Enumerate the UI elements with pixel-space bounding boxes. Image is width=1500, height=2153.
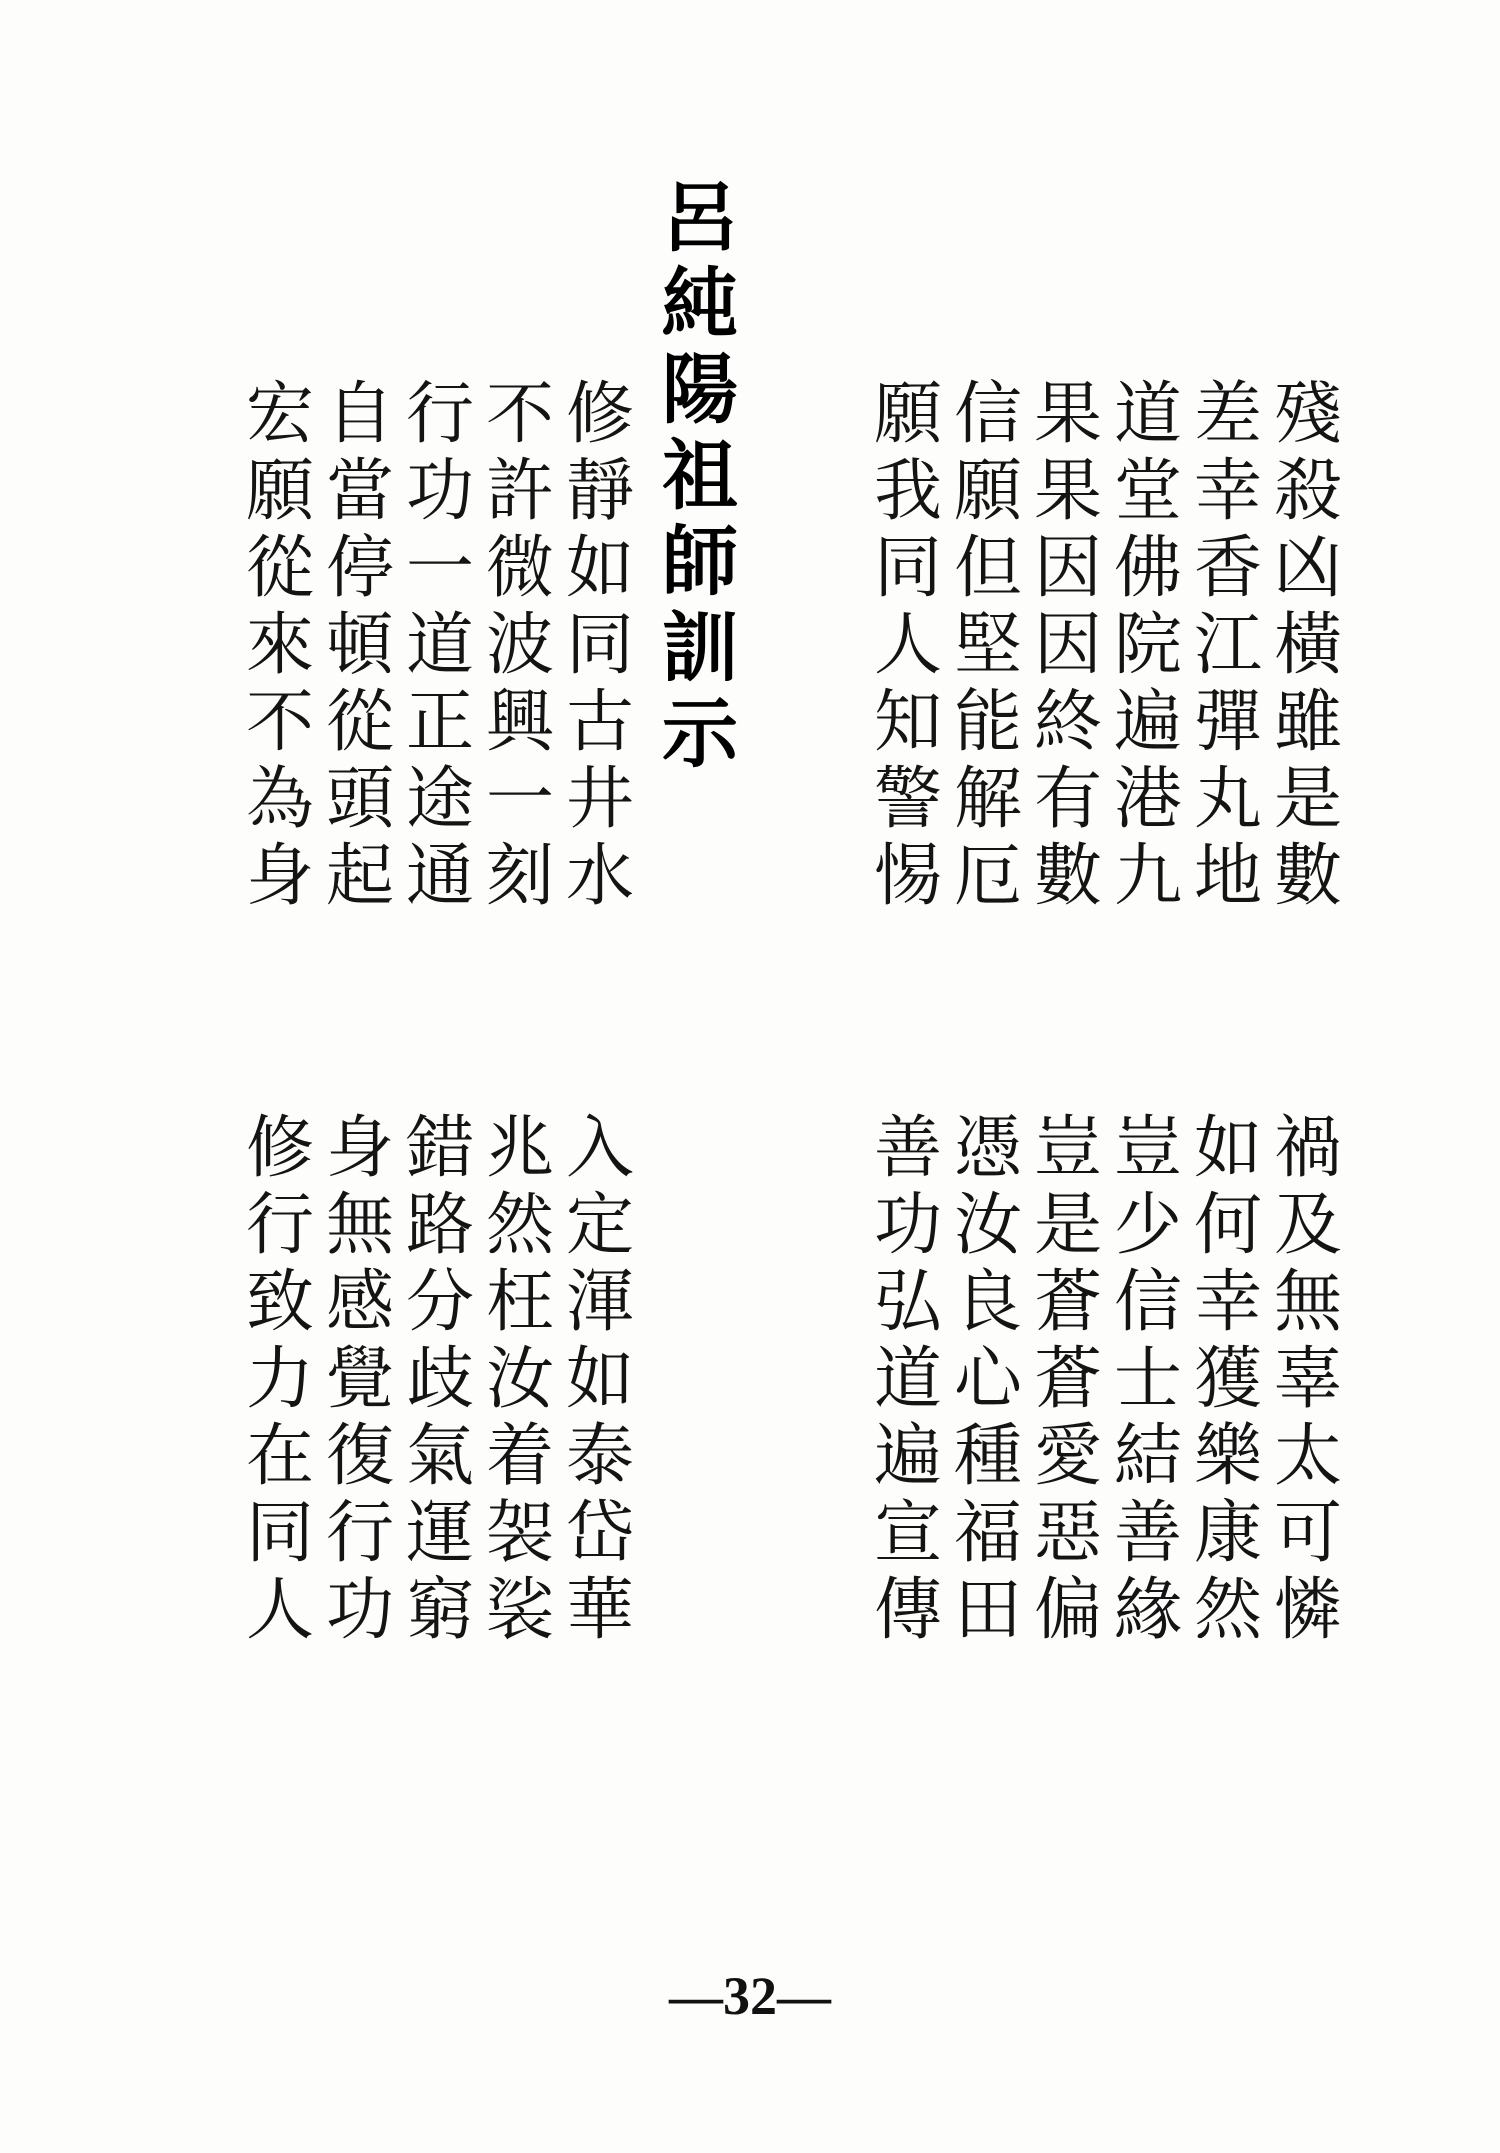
poem-char: 功 bbox=[325, 1571, 394, 1650]
section3-column-2 bbox=[1188, 1110, 1268, 1649]
title-char: 呂 bbox=[662, 173, 738, 262]
poem-char: 泰 bbox=[565, 1417, 634, 1496]
poem-char: 通 bbox=[405, 837, 474, 916]
poem-char: 修 bbox=[245, 1109, 314, 1188]
poem-char: 來 bbox=[245, 606, 314, 685]
poem-char: 橫 bbox=[1273, 606, 1342, 685]
poem-char: 有 bbox=[1033, 760, 1102, 839]
poem-char: 丸 bbox=[1193, 760, 1262, 839]
poem-char: 覺 bbox=[325, 1340, 394, 1419]
poem-char: 禍 bbox=[1273, 1109, 1342, 1188]
poem-char: 辜 bbox=[1273, 1340, 1342, 1419]
poem-char: 知 bbox=[873, 683, 942, 762]
poem-char: 數 bbox=[1033, 837, 1102, 916]
section3-column-5 bbox=[948, 1110, 1028, 1649]
poem-char: 終 bbox=[1033, 683, 1102, 762]
poem-char: 入 bbox=[565, 1109, 634, 1188]
poem-char: 水 bbox=[565, 837, 634, 916]
poem-char: 果 bbox=[1033, 452, 1102, 531]
section3-column-3 bbox=[1108, 1110, 1188, 1649]
poem-char: 何 bbox=[1193, 1186, 1262, 1265]
poem-char: 枉 bbox=[485, 1263, 554, 1342]
poem-char: 樂 bbox=[1193, 1417, 1262, 1496]
poem-char: 蒼 bbox=[1033, 1263, 1102, 1342]
poem-char: 院 bbox=[1113, 606, 1182, 685]
title-char: 訓 bbox=[662, 603, 738, 692]
poem-char: 從 bbox=[325, 683, 394, 762]
poem-char: 田 bbox=[953, 1571, 1022, 1650]
poem-char: 功 bbox=[873, 1186, 942, 1265]
poem-char: 佛 bbox=[1113, 529, 1182, 608]
poem-char: 康 bbox=[1193, 1494, 1262, 1573]
poem-char: 窮 bbox=[405, 1571, 474, 1650]
poem-char: 復 bbox=[325, 1417, 394, 1496]
poem-char: 但 bbox=[953, 529, 1022, 608]
poem-char: 岱 bbox=[565, 1494, 634, 1573]
poem-char: 致 bbox=[245, 1263, 314, 1342]
poem-char: 信 bbox=[953, 375, 1022, 454]
poem-char: 江 bbox=[1193, 606, 1262, 685]
section4-column-5 bbox=[240, 1110, 320, 1649]
poem-char: 井 bbox=[565, 760, 634, 839]
poem-char: 港 bbox=[1113, 760, 1182, 839]
poem-char: 正 bbox=[405, 683, 474, 762]
poem-char: 遍 bbox=[1113, 683, 1182, 762]
poem-char: 堅 bbox=[953, 606, 1022, 685]
section2-column-2 bbox=[480, 376, 560, 915]
poem-char: 傳 bbox=[873, 1571, 942, 1650]
poem-char: 然 bbox=[485, 1186, 554, 1265]
poem-char: 刻 bbox=[485, 837, 554, 916]
poem-char: 不 bbox=[485, 375, 554, 454]
section2-column-1 bbox=[560, 376, 640, 915]
poem-char: 及 bbox=[1273, 1186, 1342, 1265]
title-char: 陽 bbox=[662, 345, 738, 434]
poem-char: 心 bbox=[953, 1340, 1022, 1419]
poem-char: 如 bbox=[565, 529, 634, 608]
poem-char: 氣 bbox=[405, 1417, 474, 1496]
poem-char: 古 bbox=[565, 683, 634, 762]
poem-char: 修 bbox=[565, 375, 634, 454]
poem-char: 弘 bbox=[873, 1263, 942, 1342]
poem-char: 解 bbox=[953, 760, 1022, 839]
poem-char: 種 bbox=[953, 1417, 1022, 1496]
poem-char: 興 bbox=[485, 683, 554, 762]
poem-char: 我 bbox=[873, 452, 942, 531]
poem-char: 太 bbox=[1273, 1417, 1342, 1496]
section2-column-5 bbox=[240, 376, 320, 915]
poem-char: 道 bbox=[873, 1340, 942, 1419]
poem-char: 華 bbox=[565, 1571, 634, 1650]
poem-char: 人 bbox=[245, 1571, 314, 1650]
title-char: 示 bbox=[662, 689, 738, 778]
title-char: 師 bbox=[662, 517, 738, 606]
poem-char: 同 bbox=[873, 529, 942, 608]
poem-char: 定 bbox=[565, 1186, 634, 1265]
poem-char: 停 bbox=[325, 529, 394, 608]
poem-char: 彈 bbox=[1193, 683, 1262, 762]
poem-char: 因 bbox=[1033, 606, 1102, 685]
poem-char: 幸 bbox=[1193, 452, 1262, 531]
poem-char: 路 bbox=[405, 1186, 474, 1265]
poem-char: 頓 bbox=[325, 606, 394, 685]
poem-char: 善 bbox=[873, 1109, 942, 1188]
poem-char: 獲 bbox=[1193, 1340, 1262, 1419]
poem-char: 是 bbox=[1273, 760, 1342, 839]
section4-column-1 bbox=[560, 1110, 640, 1649]
section1-column-2 bbox=[1188, 376, 1268, 915]
section2-column-3 bbox=[400, 376, 480, 915]
poem-char: 途 bbox=[405, 760, 474, 839]
poem-char: 愛 bbox=[1033, 1417, 1102, 1496]
section3-column-4 bbox=[1028, 1110, 1108, 1649]
poem-char: 惕 bbox=[873, 837, 942, 916]
poem-char: 從 bbox=[245, 529, 314, 608]
poem-char: 如 bbox=[1193, 1109, 1262, 1188]
title-char: 純 bbox=[662, 259, 738, 348]
poem-char: 自 bbox=[325, 375, 394, 454]
poem-char: 堂 bbox=[1113, 452, 1182, 531]
poem-char: 蒼 bbox=[1033, 1340, 1102, 1419]
poem-char: 當 bbox=[325, 452, 394, 531]
poem-char: 錯 bbox=[405, 1109, 474, 1188]
poem-char: 憑 bbox=[953, 1109, 1022, 1188]
poem-char: 宏 bbox=[245, 375, 314, 454]
poem-char: 士 bbox=[1113, 1340, 1182, 1419]
poem-char: 雖 bbox=[1273, 683, 1342, 762]
poem-char: 袈 bbox=[485, 1494, 554, 1573]
poem-char: 果 bbox=[1033, 375, 1102, 454]
poem-char: 道 bbox=[405, 606, 474, 685]
section2-column-4 bbox=[320, 376, 400, 915]
poem-char: 九 bbox=[1113, 837, 1182, 916]
poem-char: 善 bbox=[1113, 1494, 1182, 1573]
poem-char: 汝 bbox=[953, 1186, 1022, 1265]
poem-char: 偏 bbox=[1033, 1571, 1102, 1650]
poem-char: 在 bbox=[245, 1417, 314, 1496]
poem-title bbox=[650, 175, 750, 777]
poem-char: 厄 bbox=[953, 837, 1022, 916]
poem-char: 香 bbox=[1193, 529, 1262, 608]
section1-column-5 bbox=[948, 376, 1028, 915]
poem-char: 為 bbox=[245, 760, 314, 839]
poem-char: 力 bbox=[245, 1340, 314, 1419]
poem-char: 運 bbox=[405, 1494, 474, 1573]
poem-char: 靜 bbox=[565, 452, 634, 531]
section1-column-1 bbox=[1268, 376, 1348, 915]
section4-column-2 bbox=[480, 1110, 560, 1649]
poem-char: 殺 bbox=[1273, 452, 1342, 531]
poem-char: 着 bbox=[485, 1417, 554, 1496]
poem-char: 同 bbox=[245, 1494, 314, 1573]
poem-char: 微 bbox=[485, 529, 554, 608]
poem-char: 因 bbox=[1033, 529, 1102, 608]
poem-char: 無 bbox=[1273, 1263, 1342, 1342]
poem-char: 結 bbox=[1113, 1417, 1182, 1496]
poem-char: 警 bbox=[873, 760, 942, 839]
poem-char: 凶 bbox=[1273, 529, 1342, 608]
poem-char: 身 bbox=[245, 837, 314, 916]
poem-char: 一 bbox=[405, 529, 474, 608]
poem-char: 願 bbox=[953, 452, 1022, 531]
poem-char: 緣 bbox=[1113, 1571, 1182, 1650]
poem-char: 感 bbox=[325, 1263, 394, 1342]
poem-char: 豈 bbox=[1033, 1109, 1102, 1188]
poem-char: 惡 bbox=[1033, 1494, 1102, 1573]
poem-char: 宣 bbox=[873, 1494, 942, 1573]
section4-column-3 bbox=[400, 1110, 480, 1649]
poem-char: 數 bbox=[1273, 837, 1342, 916]
poem-char: 裟 bbox=[485, 1571, 554, 1650]
poem-char: 許 bbox=[485, 452, 554, 531]
poem-char: 身 bbox=[325, 1109, 394, 1188]
poem-char: 願 bbox=[873, 375, 942, 454]
poem-char: 人 bbox=[873, 606, 942, 685]
title-char: 祖 bbox=[662, 431, 738, 520]
poem-char: 兆 bbox=[485, 1109, 554, 1188]
poem-char: 功 bbox=[405, 452, 474, 531]
poem-char: 殘 bbox=[1273, 375, 1342, 454]
poem-char: 福 bbox=[953, 1494, 1022, 1573]
poem-char: 如 bbox=[565, 1340, 634, 1419]
poem-char: 道 bbox=[1113, 375, 1182, 454]
poem-char: 少 bbox=[1113, 1186, 1182, 1265]
poem-char: 遍 bbox=[873, 1417, 942, 1496]
section1-column-6 bbox=[868, 376, 948, 915]
page-number: —32— bbox=[669, 1966, 831, 2026]
poem-char: 可 bbox=[1273, 1494, 1342, 1573]
poem-char: 一 bbox=[485, 760, 554, 839]
poem-char: 憐 bbox=[1273, 1571, 1342, 1650]
section3-column-6 bbox=[868, 1110, 948, 1649]
poem-char: 能 bbox=[953, 683, 1022, 762]
poem-char: 不 bbox=[245, 683, 314, 762]
poem-char: 分 bbox=[405, 1263, 474, 1342]
poem-char: 渾 bbox=[565, 1263, 634, 1342]
section4-column-4 bbox=[320, 1110, 400, 1649]
poem-char: 地 bbox=[1193, 837, 1262, 916]
poem-char: 願 bbox=[245, 452, 314, 531]
poem-char: 良 bbox=[953, 1263, 1022, 1342]
poem-char: 頭 bbox=[325, 760, 394, 839]
poem-char: 然 bbox=[1193, 1571, 1262, 1650]
poem-char: 幸 bbox=[1193, 1263, 1262, 1342]
section1-column-4 bbox=[1028, 376, 1108, 915]
poem-char: 豈 bbox=[1113, 1109, 1182, 1188]
poem-char: 行 bbox=[405, 375, 474, 454]
poem-char: 是 bbox=[1033, 1186, 1102, 1265]
section3-column-1 bbox=[1268, 1110, 1348, 1649]
section1-column-3 bbox=[1108, 376, 1188, 915]
poem-char: 汝 bbox=[485, 1340, 554, 1419]
poem-char: 行 bbox=[245, 1186, 314, 1265]
poem-char: 歧 bbox=[405, 1340, 474, 1419]
poem-char: 信 bbox=[1113, 1263, 1182, 1342]
poem-char: 無 bbox=[325, 1186, 394, 1265]
poem-char: 同 bbox=[565, 606, 634, 685]
poem-char: 波 bbox=[485, 606, 554, 685]
poem-char: 行 bbox=[325, 1494, 394, 1573]
poem-char: 差 bbox=[1193, 375, 1262, 454]
poem-char: 起 bbox=[325, 837, 394, 916]
